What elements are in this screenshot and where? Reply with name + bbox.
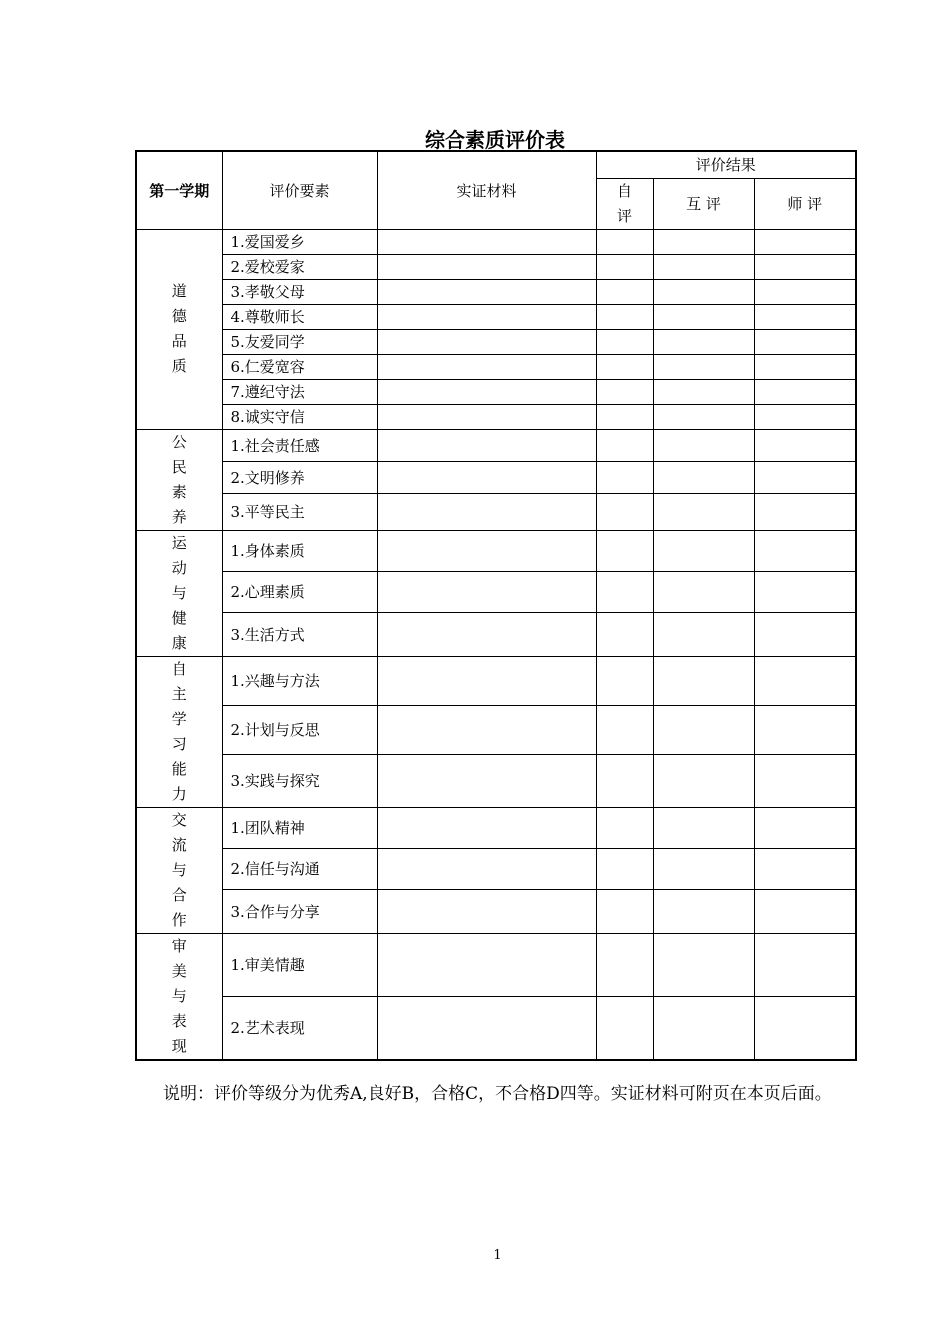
table-row (136, 848, 856, 889)
header-elements: 评价要素 (222, 151, 377, 229)
peer-eval-cell[interactable] (653, 429, 754, 461)
evidence-cell[interactable] (377, 848, 596, 889)
table-row (136, 571, 856, 612)
evaluation-table (135, 150, 857, 1061)
evidence-cell[interactable] (377, 807, 596, 848)
peer-eval-cell[interactable] (653, 890, 754, 933)
section-label-char: 合 (171, 885, 187, 904)
self-eval-cell[interactable] (596, 705, 653, 754)
section-label-char: 道 (171, 282, 187, 300)
section-label-char: 表 (171, 1011, 187, 1030)
evidence-cell[interactable] (377, 494, 596, 530)
evidence-cell[interactable] (377, 229, 596, 254)
table-row (136, 705, 856, 754)
teacher-eval-cell[interactable] (754, 705, 856, 754)
table-row (136, 494, 856, 530)
section-label-char: 品 (171, 332, 187, 350)
self-eval-cell[interactable] (596, 304, 653, 329)
section-label-char: 能 (171, 759, 187, 778)
self-eval-cell[interactable] (596, 613, 653, 656)
self-eval-cell[interactable] (596, 354, 653, 379)
peer-eval-cell[interactable] (653, 494, 754, 530)
table-row (136, 254, 856, 279)
peer-eval-cell[interactable] (653, 329, 754, 354)
self-eval-cell[interactable] (596, 933, 653, 996)
peer-eval-cell[interactable] (653, 304, 754, 329)
table-row (136, 530, 856, 571)
table-row (136, 996, 856, 1059)
section-label-char: 学 (171, 709, 187, 728)
self-eval-cell[interactable] (596, 279, 653, 304)
evidence-cell[interactable] (377, 304, 596, 329)
element-item: 3.生活方式 (222, 613, 377, 656)
teacher-eval-cell[interactable] (754, 429, 856, 461)
self-eval-cell[interactable] (596, 530, 653, 571)
element-item: 2.计划与反思 (222, 705, 377, 754)
evidence-cell[interactable] (377, 890, 596, 933)
section-label-char: 质 (171, 357, 187, 375)
table-row (136, 304, 856, 329)
teacher-eval-cell[interactable] (754, 354, 856, 379)
element-item: 1.爱国爱乡 (222, 229, 377, 254)
element-item: 8.诚实守信 (222, 404, 377, 429)
table-row (136, 933, 856, 996)
section-label-char: 力 (171, 784, 187, 803)
header-teacher-eval: 师 评 (754, 178, 856, 229)
element-item: 1.团队精神 (222, 807, 377, 848)
table-row (136, 890, 856, 933)
teacher-eval-cell[interactable] (754, 571, 856, 612)
element-item: 6.仁爱宽容 (222, 354, 377, 379)
teacher-eval-cell[interactable] (754, 996, 856, 1059)
section-label-char: 与 (171, 583, 187, 602)
header-row (136, 151, 856, 178)
table-row (136, 461, 856, 493)
teacher-eval-cell[interactable] (754, 807, 856, 848)
peer-eval-cell[interactable] (653, 254, 754, 279)
self-eval-cell[interactable] (596, 461, 653, 493)
peer-eval-cell[interactable] (653, 996, 754, 1059)
peer-eval-cell[interactable] (653, 571, 754, 612)
self-eval-cell[interactable] (596, 254, 653, 279)
element-item: 3.孝敬父母 (222, 279, 377, 304)
teacher-eval-cell[interactable] (754, 279, 856, 304)
section-label-char: 交 (171, 810, 187, 829)
header-evidence: 实证材料 (377, 151, 596, 229)
section-label-char: 康 (171, 633, 187, 652)
header-peer-eval: 互 评 (653, 178, 754, 229)
evidence-cell[interactable] (377, 404, 596, 429)
evidence-cell[interactable] (377, 254, 596, 279)
element-item: 2.艺术表现 (222, 996, 377, 1059)
element-item: 1.审美情趣 (222, 933, 377, 996)
table-row (136, 354, 856, 379)
section-label (136, 933, 222, 1060)
teacher-eval-cell[interactable] (754, 461, 856, 493)
self-eval-label (597, 179, 653, 229)
table-body (136, 151, 856, 1060)
teacher-eval-cell[interactable] (754, 890, 856, 933)
evidence-cell[interactable] (377, 705, 596, 754)
evidence-cell[interactable] (377, 656, 596, 705)
teacher-eval-cell[interactable] (754, 755, 856, 807)
self-eval-cell[interactable] (596, 755, 653, 807)
table-row (136, 807, 856, 848)
element-item: 2.文明修养 (222, 461, 377, 493)
section-label-char: 美 (171, 961, 187, 980)
peer-eval-cell[interactable] (653, 848, 754, 889)
self-eval-cell[interactable] (596, 890, 653, 933)
self-eval-cell[interactable] (596, 848, 653, 889)
peer-eval-cell[interactable] (653, 705, 754, 754)
section-label (136, 429, 222, 530)
evidence-cell[interactable] (377, 933, 596, 996)
teacher-eval-cell[interactable] (754, 229, 856, 254)
section-label-char: 审 (171, 936, 187, 955)
peer-eval-cell[interactable] (653, 530, 754, 571)
section-label-char: 流 (171, 835, 187, 854)
teacher-eval-cell[interactable] (754, 304, 856, 329)
self-eval-cell[interactable] (596, 494, 653, 530)
element-item: 4.尊敬师长 (222, 304, 377, 329)
section-label-char: 素 (171, 482, 187, 501)
self-eval-cell[interactable] (596, 996, 653, 1059)
section-label (136, 229, 222, 429)
evidence-cell[interactable] (377, 530, 596, 571)
self-eval-char: 评 (616, 206, 632, 225)
section-label-char: 主 (171, 684, 187, 703)
self-eval-char: 自 (616, 181, 632, 200)
element-item: 1.社会责任感 (222, 429, 377, 461)
section-label (136, 807, 222, 933)
element-item: 1.兴趣与方法 (222, 656, 377, 705)
peer-eval-cell[interactable] (653, 229, 754, 254)
peer-eval-cell[interactable] (653, 755, 754, 807)
self-eval-cell[interactable] (596, 656, 653, 705)
peer-eval-cell[interactable] (653, 807, 754, 848)
self-eval-cell[interactable] (596, 329, 653, 354)
section-label-char: 与 (171, 986, 187, 1005)
peer-eval-cell[interactable] (653, 613, 754, 656)
table-row (136, 404, 856, 429)
table-row (136, 379, 856, 404)
peer-eval-cell[interactable] (653, 279, 754, 304)
header-term: 第一学期 (136, 151, 222, 229)
table-row (136, 429, 856, 461)
teacher-eval-cell[interactable] (754, 379, 856, 404)
header-self-eval (596, 178, 653, 229)
section-label (136, 530, 222, 656)
section-label-char: 运 (171, 533, 187, 552)
self-eval-cell[interactable] (596, 404, 653, 429)
self-eval-cell[interactable] (596, 429, 653, 461)
self-eval-cell[interactable] (596, 229, 653, 254)
peer-eval-cell[interactable] (653, 461, 754, 493)
teacher-eval-cell[interactable] (754, 530, 856, 571)
explanation-note: 说明：评价等级分为优秀A,良好B，合格C，不合格D四等。实证材料可附页在本页后面。 (163, 1084, 832, 1104)
peer-eval-cell[interactable] (653, 354, 754, 379)
table-row (136, 229, 856, 254)
element-item: 5.友爱同学 (222, 329, 377, 354)
teacher-eval-cell[interactable] (754, 494, 856, 530)
self-eval-cell[interactable] (596, 571, 653, 612)
peer-eval-cell[interactable] (653, 404, 754, 429)
section-label-char: 德 (171, 307, 187, 325)
evidence-cell[interactable] (377, 571, 596, 612)
peer-eval-cell[interactable] (653, 379, 754, 404)
teacher-eval-cell[interactable] (754, 933, 856, 996)
evidence-cell[interactable] (377, 613, 596, 656)
section-label-char: 现 (171, 1036, 187, 1055)
self-eval-cell[interactable] (596, 379, 653, 404)
self-eval-cell[interactable] (596, 807, 653, 848)
evidence-cell[interactable] (377, 996, 596, 1059)
teacher-eval-cell[interactable] (754, 613, 856, 656)
table-row (136, 755, 856, 807)
teacher-eval-cell[interactable] (754, 254, 856, 279)
table-row (136, 656, 856, 705)
table-row (136, 279, 856, 304)
section-label-char: 与 (171, 860, 187, 879)
table-row (136, 329, 856, 354)
evidence-cell[interactable] (377, 461, 596, 493)
evidence-cell[interactable] (377, 429, 596, 461)
evidence-cell[interactable] (377, 354, 596, 379)
page-number: 1 (493, 1248, 502, 1263)
teacher-eval-cell[interactable] (754, 404, 856, 429)
header-result: 评价结果 (596, 151, 856, 178)
teacher-eval-cell[interactable] (754, 656, 856, 705)
section-label-char: 公 (171, 432, 187, 451)
section-label-char: 动 (171, 558, 187, 577)
section-label-char: 习 (171, 734, 187, 753)
element-item: 7.遵纪守法 (222, 379, 377, 404)
element-item: 3.平等民主 (222, 494, 377, 530)
section-label-char: 作 (171, 910, 187, 929)
element-item: 2.心理素质 (222, 571, 377, 612)
section-label-char: 自 (171, 659, 187, 678)
evidence-cell[interactable] (377, 755, 596, 807)
section-label (136, 656, 222, 807)
element-item: 3.合作与分享 (222, 890, 377, 933)
element-item: 1.身体素质 (222, 530, 377, 571)
evidence-cell[interactable] (377, 329, 596, 354)
evidence-cell[interactable] (377, 379, 596, 404)
teacher-eval-cell[interactable] (754, 848, 856, 889)
element-item: 3.实践与探究 (222, 755, 377, 807)
section-label-char: 健 (171, 608, 187, 627)
element-item: 2.爱校爱家 (222, 254, 377, 279)
peer-eval-cell[interactable] (653, 656, 754, 705)
section-label-char: 民 (171, 457, 187, 476)
teacher-eval-cell[interactable] (754, 329, 856, 354)
evidence-cell[interactable] (377, 279, 596, 304)
element-item: 2.信任与沟通 (222, 848, 377, 889)
peer-eval-cell[interactable] (653, 933, 754, 996)
table-row (136, 613, 856, 656)
section-label-char: 养 (171, 507, 187, 526)
page-title: 综合素质评价表 (425, 128, 565, 152)
